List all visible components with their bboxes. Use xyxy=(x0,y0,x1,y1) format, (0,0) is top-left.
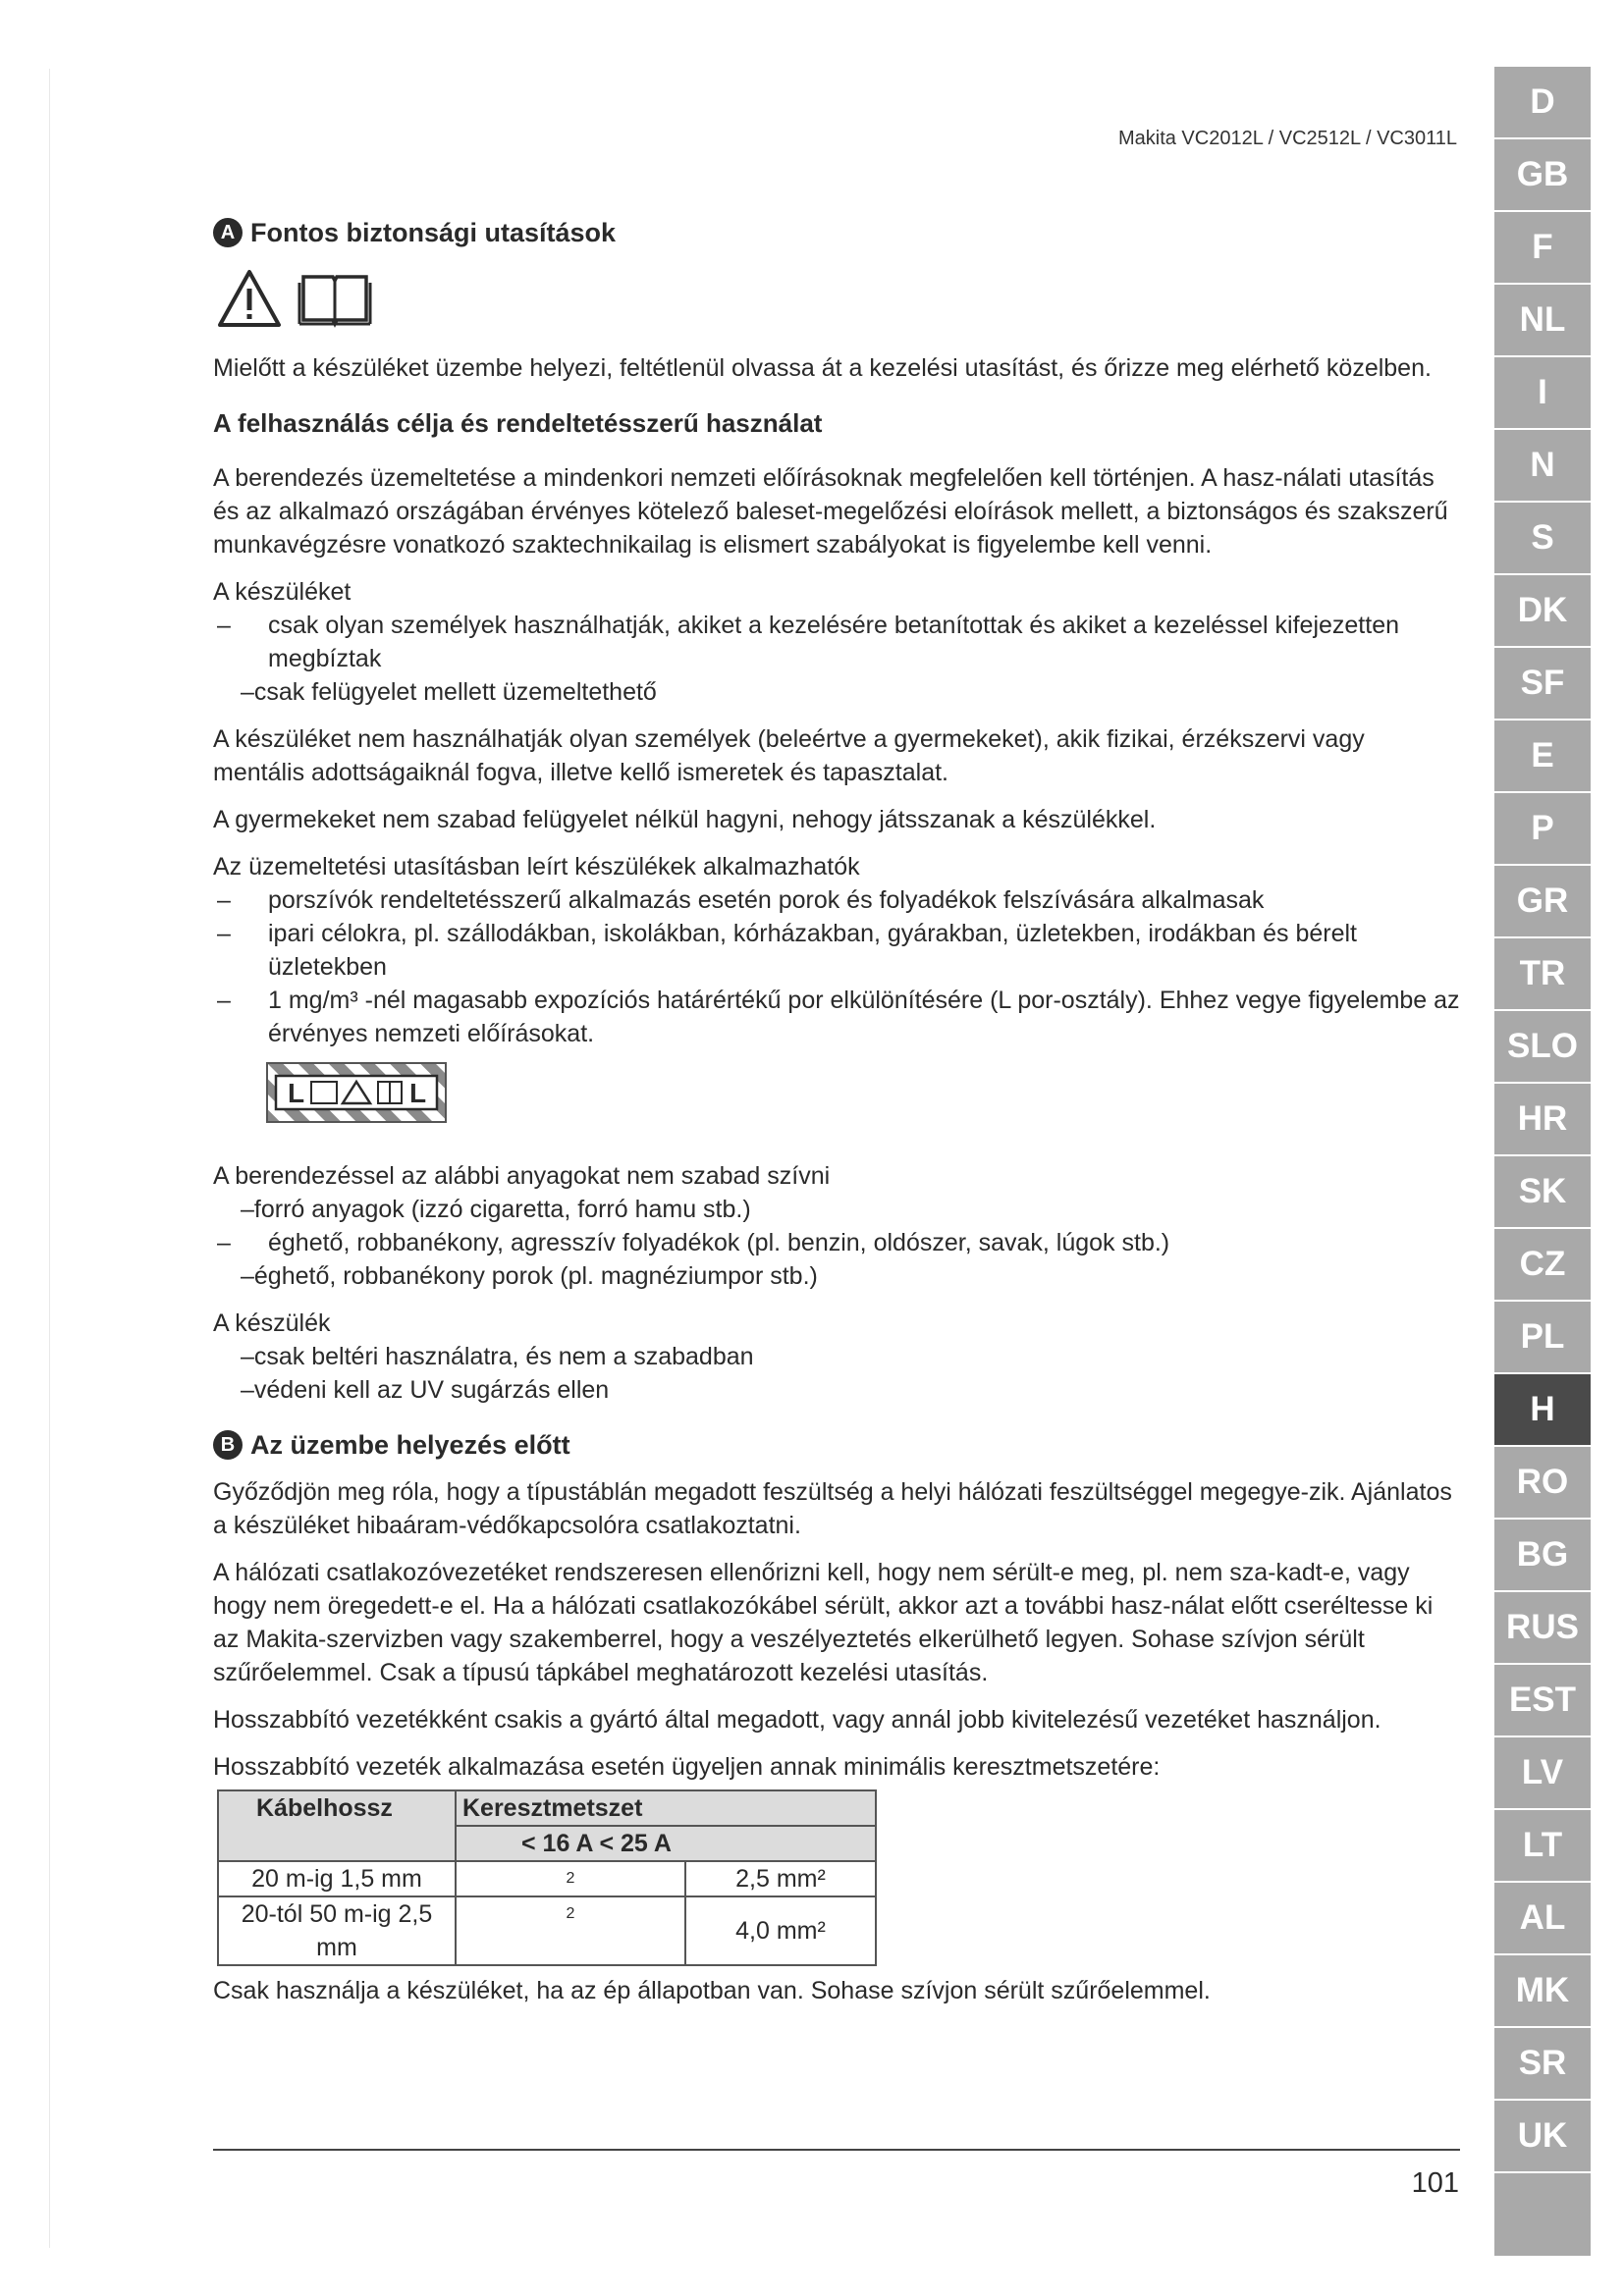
language-tab-s[interactable]: S xyxy=(1494,503,1591,575)
intro-paragraph: Mielőtt a készüléket üzembe helyezi, feltétlenül olvassa át a kezelési utasítást, és őrizze meg elérhető közelben. xyxy=(213,354,1432,382)
language-tab-h[interactable]: H xyxy=(1494,1374,1591,1447)
language-tab-d[interactable]: D xyxy=(1494,67,1591,139)
restriction-paragraph: A készüléket nem használhatják olyan személyek (beleértve a gyermekeket), akik fizikai, érzékszervi vagy mentális adottságaiknál fogva, illetve kellő ismeretek és tapasztalat. xyxy=(213,725,1365,786)
header-model: Makita VC2012L / VC2512L / VC3011L xyxy=(1117,128,1457,149)
language-tab-nl[interactable]: NL xyxy=(1494,285,1591,357)
list-item: –védeni kell az UV sugárzás ellen xyxy=(241,1376,610,1404)
operators-list xyxy=(213,575,1460,709)
application-list xyxy=(213,850,1460,1050)
table-cell-value: 2,5 mm² xyxy=(685,1861,876,1896)
table-header-length: Kábelhossz xyxy=(218,1790,456,1861)
language-tab-p[interactable]: P xyxy=(1494,793,1591,866)
table-header-current: < 16 A < 25 A xyxy=(456,1826,876,1861)
language-tab-sk[interactable]: SK xyxy=(1494,1156,1591,1229)
operators-list-intro: A készüléket xyxy=(213,578,352,606)
language-tab-bg[interactable]: BG xyxy=(1494,1520,1591,1592)
table-cell-value: 4,0 mm² xyxy=(685,1896,876,1965)
warning-triangle-icon xyxy=(217,269,282,328)
section-b-title-text: Az üzembe helyezés előtt xyxy=(250,1430,570,1460)
language-tab-slo[interactable]: SLO xyxy=(1494,1011,1591,1084)
language-tab-cz[interactable]: CZ xyxy=(1494,1229,1591,1302)
voltage-paragraph: Győződjön meg róla, hogy a típustáblán megadott feszültség a helyi hálózati feszültséggel megegye-zik. Ajánlatos a készüléket hibaáram-védőkapcsolóra csatlakoztatni. xyxy=(213,1478,1452,1539)
language-tab-i[interactable]: I xyxy=(1494,357,1591,430)
application-list-intro: Az üzemeltetési utasításban leírt készülékek alkalmazhatók xyxy=(213,853,860,881)
children-paragraph: A gyermekeket nem szabad felügyelet nélkül hagyni, nehogy játsszanak a készülékkel. xyxy=(213,806,1157,833)
cable-table xyxy=(217,1789,877,1966)
list-item: – ipari célokra, pl. szállodákban, iskolákban, kórházakban, gyárakban, üzletekben, irodákban és bérelt üzletekben xyxy=(213,917,1460,984)
language-tab-n[interactable]: N xyxy=(1494,430,1591,503)
list-item: –éghető, robbanékony porok (pl. magnéziumpor stb.) xyxy=(241,1262,818,1290)
dust-class-l-label xyxy=(266,1062,1460,1132)
extension-paragraph: Hosszabbító vezetékként csakis a gyártó által megadott, vagy annál jobb kivitelezésű vezetéket használjon. xyxy=(213,1706,1381,1734)
footer-rule xyxy=(213,2149,1460,2151)
svg-text:L: L xyxy=(409,1078,427,1108)
list-item: – éghető, robbanékony, agresszív folyadékok (pl. benzin, oldószer, savak, lúgok stb.) xyxy=(213,1226,1460,1259)
table-header-cross-section: Keresztmetszet xyxy=(456,1790,876,1826)
list-item: – csak olyan személyek használhatják, akiket a kezelésére betanítottak és akiket a kezeléssel kifejezetten megbíztak xyxy=(213,609,1460,675)
section-a-title xyxy=(213,216,1460,249)
page-number: 101 xyxy=(1411,2167,1459,2199)
cable-check-paragraph: A hálózati csatlakozóvezetéket rendszeresen ellenőrizni kell, hogy nem sérült-e meg, pl. nem sza-kadt-e, vagy hogy nem öregedett-e el. Ha a hálózati csatlakozókábel sérült, akkor azt a további hasz-nálat előtt cseréltesse ki az Makita-szervizben vagy szakemberrel, hogy a veszélyeztetés elkerülhető legyen. Sohase szívjon sérült szűrőelemmel. Csak a típusú tápkábel meghatározott kezelési utasítás. xyxy=(213,1559,1434,1686)
list-item: –csak beltéri használatra, és nem a szabadban xyxy=(241,1343,754,1370)
prohibited-materials-list xyxy=(213,1159,1460,1293)
table-cell-length: 20-tól 50 m-ig 2,5 mm xyxy=(218,1896,456,1965)
list-item: – porszívók rendeltetésszerű alkalmazás esetén porok és folyadékok felszívására alkalmasak xyxy=(213,883,1460,917)
language-tab-pl[interactable]: PL xyxy=(1494,1302,1591,1374)
table-cell-exponent: 2 xyxy=(456,1896,685,1965)
prohibited-list-intro: A berendezéssel az alábbi anyagokat nem szabad szívni xyxy=(213,1162,831,1190)
table-row xyxy=(218,1896,876,1965)
table-cell-length: 20 m-ig 1,5 mm xyxy=(218,1861,456,1896)
table-cell-exponent: 2 xyxy=(456,1861,685,1896)
language-tab-f[interactable]: F xyxy=(1494,212,1591,285)
warning-icons xyxy=(217,269,1460,328)
language-tab-mk[interactable]: MK xyxy=(1494,1955,1591,2028)
purpose-heading: A felhasználás célja és rendeltetésszerű használat xyxy=(213,408,823,438)
language-tab-lt[interactable]: LT xyxy=(1494,1810,1591,1883)
language-tab-uk[interactable]: UK xyxy=(1494,2101,1591,2173)
cross-section-paragraph: Hosszabbító vezeték alkalmazása esetén ügyeljen annak minimális keresztmetszetére: xyxy=(213,1753,1161,1781)
language-tab-rus[interactable]: RUS xyxy=(1494,1592,1591,1665)
content xyxy=(213,216,1460,2021)
section-a-badge: A xyxy=(213,218,243,247)
list-item: –csak felügyelet mellett üzemeltethető xyxy=(241,678,657,706)
language-tab-sf[interactable]: SF xyxy=(1494,648,1591,721)
language-tab-gr[interactable]: GR xyxy=(1494,866,1591,938)
language-tab-ro[interactable]: RO xyxy=(1494,1447,1591,1520)
section-a-title-text: Fontos biztonsági utasítások xyxy=(250,218,617,247)
page-edge-rule xyxy=(49,69,50,2248)
dust-class-l-label-icon xyxy=(266,1062,447,1123)
language-tab-hr[interactable]: HR xyxy=(1494,1084,1591,1156)
language-tab-al[interactable]: AL xyxy=(1494,1883,1591,1955)
section-b-title xyxy=(213,1428,1460,1462)
language-tab-tr[interactable]: TR xyxy=(1494,938,1591,1011)
language-tab-gb[interactable]: GB xyxy=(1494,139,1591,212)
svg-text:L: L xyxy=(288,1078,305,1108)
usage-list-intro: A készülék xyxy=(213,1309,331,1337)
table-row xyxy=(218,1861,876,1896)
language-tab-dk[interactable]: DK xyxy=(1494,575,1591,648)
list-item: – 1 mg/m³ -nél magasabb expozíciós határértékű por elkülönítésére (L por-osztály). Ehhez vegye figyelembe az érvényes nemzeti előírásokat. xyxy=(213,984,1460,1050)
language-tab-bar xyxy=(1494,67,1591,2256)
usage-restrictions-list xyxy=(213,1307,1460,1407)
language-tab-sr[interactable]: SR xyxy=(1494,2028,1591,2101)
language-tab-e[interactable]: E xyxy=(1494,721,1591,793)
manual-book-icon xyxy=(296,269,374,328)
list-item: –forró anyagok (izzó cigaretta, forró hamu stb.) xyxy=(241,1196,751,1223)
intact-device-paragraph: Csak használja a készüléket, ha az ép állapotban van. Sohase szívjon sérült szűrőelemmel. xyxy=(213,1977,1211,2004)
operation-paragraph: A berendezés üzemeltetése a mindenkori nemzeti előírásoknak megfelelően kell történjen. A hasz-nálati utasítás és az alkalmazó országában érvényes kötelező baleset-megelőzési eloírások mellett, a biztonságos és szakszerű munkavégzésre vonatkozó szaktechnikailag is elismert szabályokat is figyelembe kell venni. xyxy=(213,464,1448,559)
section-b-badge: B xyxy=(213,1430,243,1460)
language-tab-lv[interactable]: LV xyxy=(1494,1737,1591,1810)
language-tab-est[interactable]: EST xyxy=(1494,1665,1591,1737)
